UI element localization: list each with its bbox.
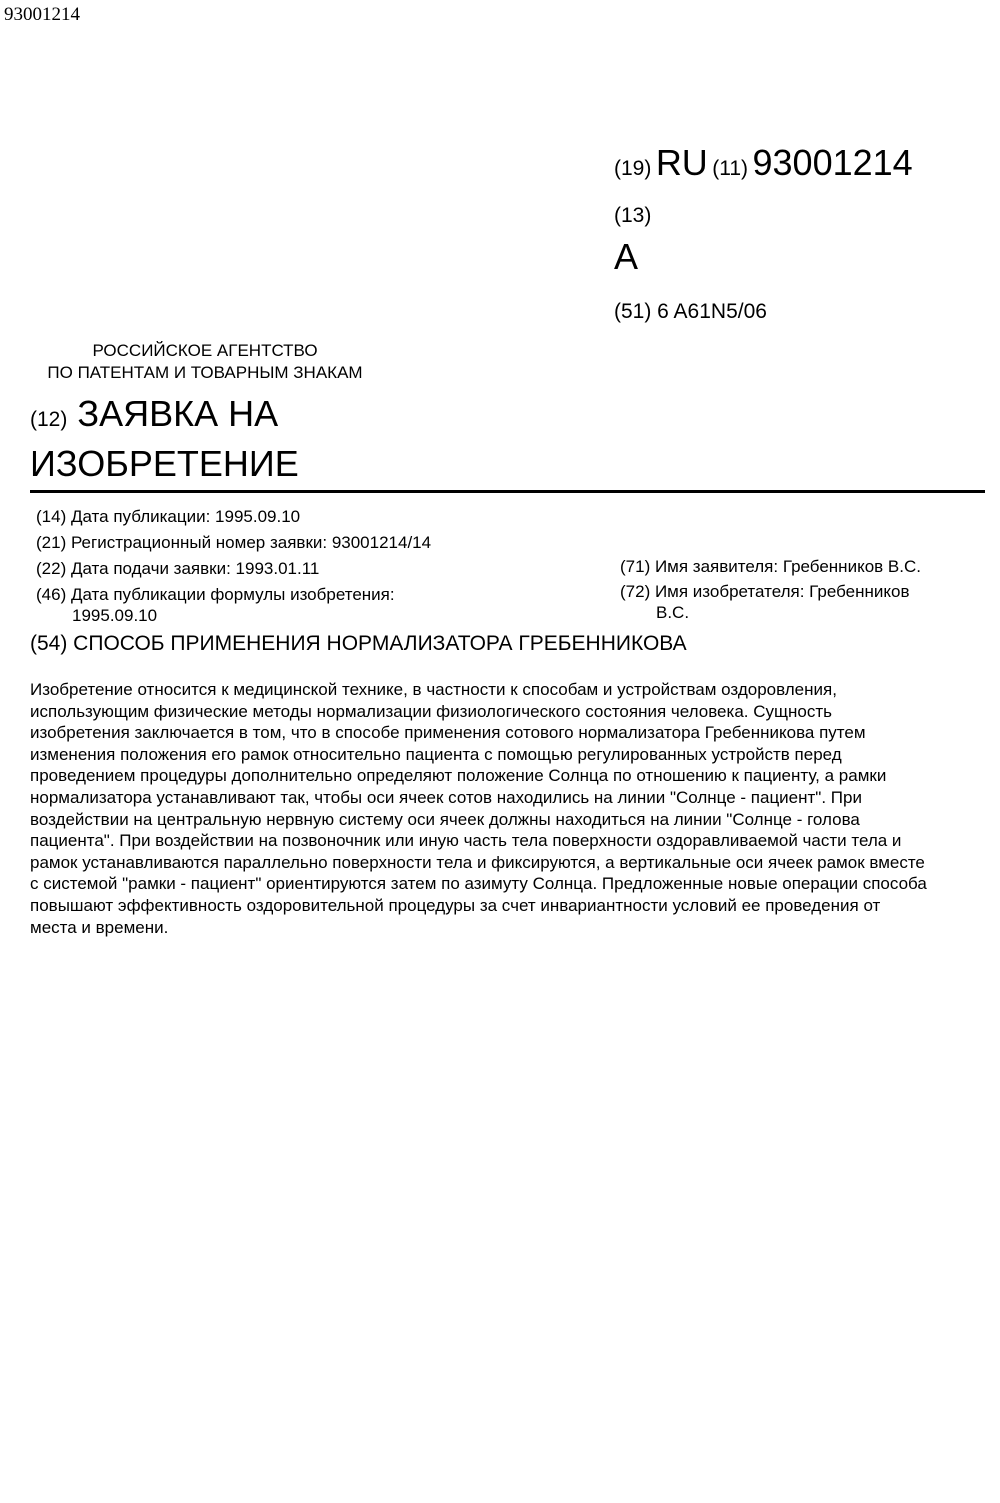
- document-type-text-2: ИЗОБРЕТЕНИЕ: [30, 443, 299, 484]
- abstract-line: нормализатора устанавливают так, чтобы оси ячеек сотов находились на линии "Солнце - пациент". При: [30, 787, 862, 807]
- document-type: [30, 392, 450, 486]
- inventor-line-1: (72) Имя изобретателя: Гребенников: [620, 582, 910, 601]
- office-code: RU: [655, 142, 708, 183]
- abstract: [30, 679, 995, 938]
- inventor: [620, 581, 950, 623]
- abstract-line: изменения положения его рамок относительно пациента с помощью регулированных устройств перед: [30, 744, 842, 764]
- document-type-label: (12): [30, 408, 68, 431]
- kind-code: A: [614, 236, 639, 277]
- abstract-line: воздействии на центральную нервную систему оси ячеек должны находиться на линии "Солнце - голова: [30, 809, 860, 829]
- abstract-line: повышают эффективность оздоровительной процедуры за счет инвариантности условий ее проведения от: [30, 895, 881, 915]
- document-type-line-1: [30, 392, 450, 442]
- document-type-text-1: ЗАЯВКА НА: [77, 393, 279, 434]
- kind-code-label: (13): [614, 204, 652, 227]
- registration-number: (21) Регистрационный номер заявки: 93001214/14: [36, 533, 432, 552]
- publication-date: (14) Дата публикации: 1995.09.10: [36, 507, 301, 526]
- publication-number: 93001214: [752, 142, 913, 183]
- invention-title: (54) СПОСОБ ПРИМЕНЕНИЯ НОРМАЛИЗАТОРА ГРЕБЕННИКОВА: [30, 632, 687, 655]
- office-code-label: (19): [614, 157, 652, 180]
- ipc-classification: (51) 6 A61N5/06: [614, 300, 767, 323]
- claims-publication-line-2: 1995.09.10: [72, 606, 158, 625]
- abstract-line: Изобретение относится к медицинской технике, в частности к способам и устройствам оздоровления,: [30, 680, 837, 699]
- abstract-line: изобретения заключается в том, что в способе применения сотового нормализатора Гребенникова путем: [30, 723, 866, 743]
- claims-publication-date: [36, 584, 446, 626]
- abstract-line: рамок устанавливаются параллельно поверхности тела и фиксируются, а вертикальные оси ячеек рамок вместе: [30, 852, 925, 872]
- abstract-line: проведением процедуры дополнительно определяют положение Солнца по отношению к пациенту, а рамки: [30, 766, 887, 786]
- header-divider: [30, 490, 985, 493]
- agency-line-2: ПО ПАТЕНТАМ И ТОВАРНЫМ ЗНАКАМ: [47, 363, 363, 382]
- filing-date: (22) Дата подачи заявки: 1993.01.11: [36, 559, 320, 578]
- abstract-line: места и времени.: [30, 917, 169, 937]
- applicant: (71) Имя заявителя: Гребенников В.С.: [620, 557, 921, 576]
- inventor-line-2: В.С.: [656, 603, 690, 622]
- abstract-line: использующим физические методы нормализации физиологического состояния человека. Сущность: [30, 701, 832, 721]
- claims-publication-line-1: (46) Дата публикации формулы изобретения:: [36, 585, 395, 604]
- document-id-header: 93001214: [4, 4, 80, 25]
- agency-line-1: РОССИЙСКОЕ АГЕНТСТВО: [92, 341, 318, 360]
- publication-header: [614, 142, 913, 184]
- publication-number-label: (11): [712, 157, 749, 180]
- abstract-line: с системой "рамки - пациент" ориентируются затем по азимуту Солнца. Предложенные новые операции способа: [30, 874, 927, 894]
- abstract-line: пациента". При воздействии на позвоночник или иную часть тела поверхности оздоравливаемой части тела и: [30, 831, 902, 851]
- agency-name: [30, 340, 380, 384]
